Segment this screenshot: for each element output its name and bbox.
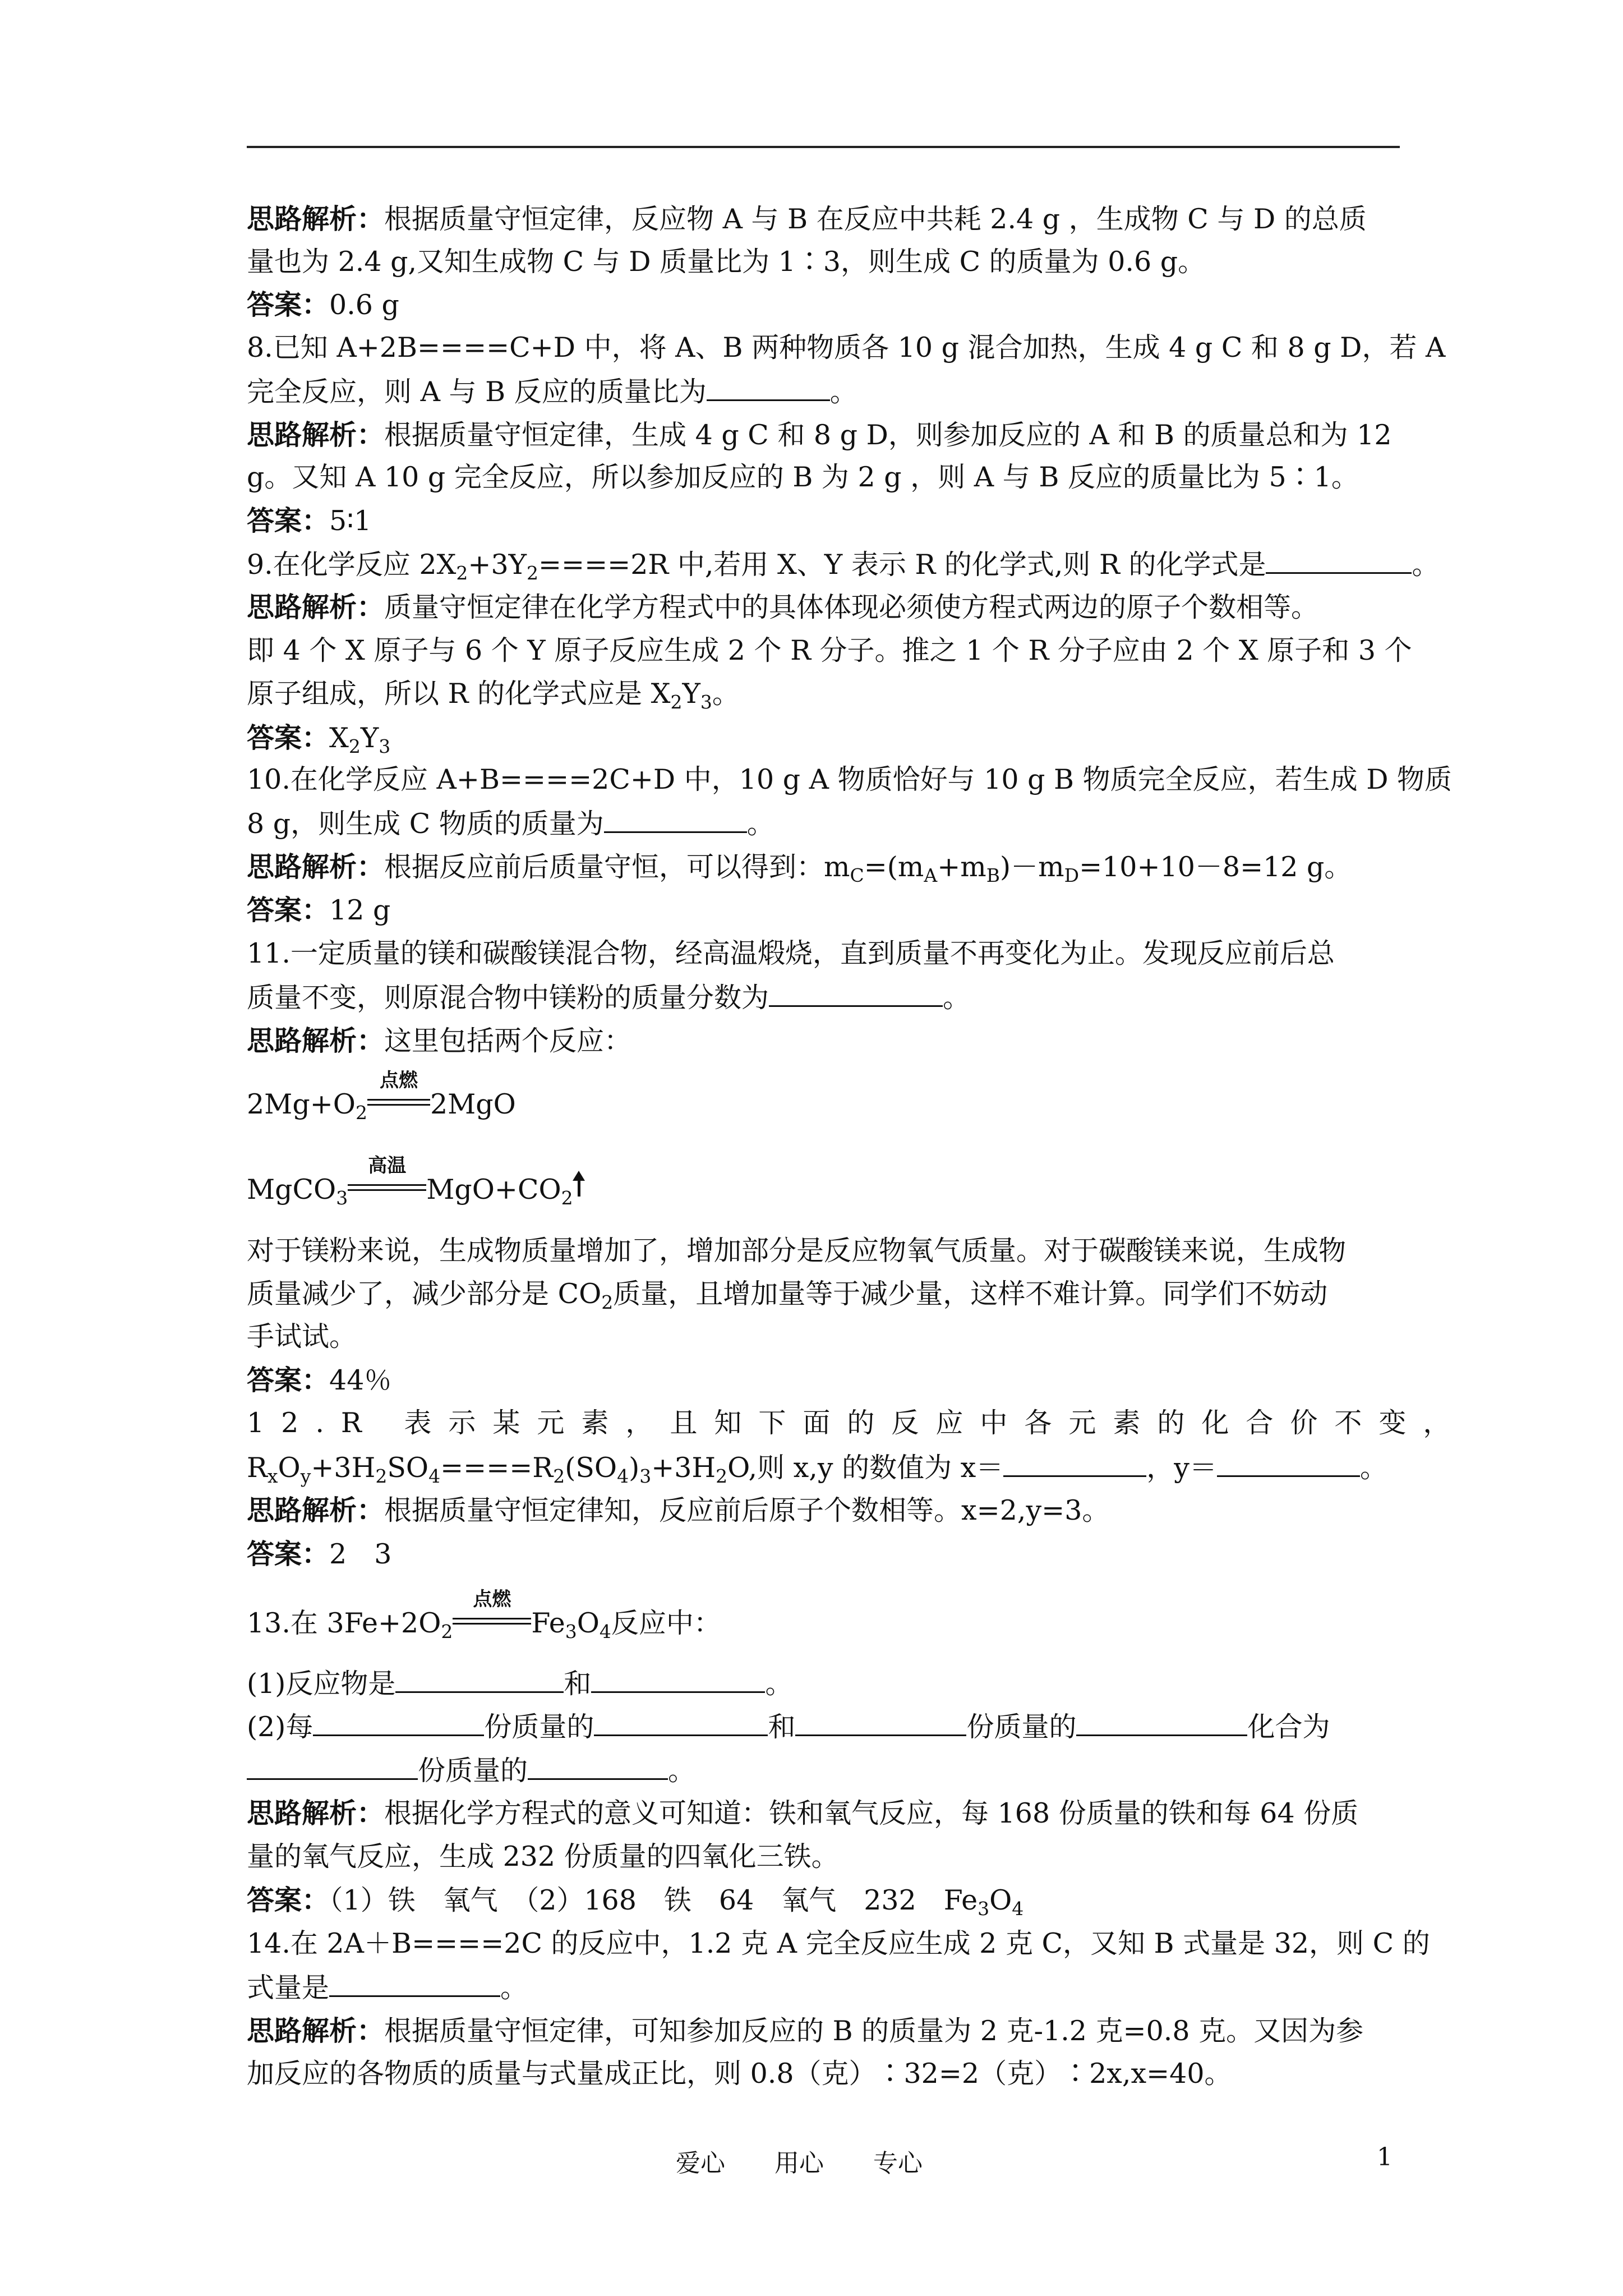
question-12-cont: $R_xO_y+3H_2SO_4====R_2(SO_4)_3+3H_2O$,则 x,y 的数值为 x＝ ，y＝ 。 [247,1447,1387,1488]
analysis-line: 思路解析：根据质量守恒定律，反应物 A 与 B 在反应中共耗 2.4 g ，生成物 C 与 D 的总质 [247,203,1367,235]
question-14-cont: 式量是 。 [247,1967,528,2008]
answer-line: 答案：2 3 [247,1538,392,1570]
answer-blank-x[interactable] [1003,1447,1146,1477]
question-8-cont: 完全反应，则 A 与 B 反应的质量比为 。 [247,371,857,412]
answer-blank[interactable] [769,977,943,1007]
answer-blank[interactable] [594,1706,768,1736]
answer-line: 答案：（1）铁 氧气 （2）168 铁 64 氧气 232 $Fe_3O_4$ [247,1884,1024,1920]
analysis-line: 质量减少了，减少部分是 $CO_2$质量，且增加量等于减少量，这样不难计算。同学们不妨动 [247,1278,1328,1313]
answer-blank[interactable] [329,1967,500,1997]
question-13-part2: (2)每 份质量的 和 份质量的 化合为 [247,1706,1330,1747]
footer-motto: 爱心 用心 专心 [676,2149,923,2178]
analysis-line: 思路解析：根据质量守恒定律知，反应前后原子个数相等。x=2,y=3。 [247,1494,1110,1526]
analysis-line: 思路解析：这里包括两个反应： [247,1024,632,1057]
answer-blank[interactable] [395,1663,564,1693]
answer-blank[interactable] [528,1750,668,1780]
page-number: 1 [1377,2143,1393,2171]
reaction-condition: 点燃 [367,1088,430,1120]
question-13-part3: 份质量的 。 [247,1750,695,1791]
analysis-line: 对于镁粉来说，生成物质量增加了，增加部分是反应物氧气质量。对于碳酸镁来说，生成物 [247,1235,1347,1267]
answer-blank[interactable] [1266,544,1412,574]
analysis-line: 量也为 2.4 g,又知生成物 C 与 D 质量比为 1∶3，则生成 C 的质量为 0.6 g。 [247,246,1206,278]
answer-blank[interactable] [795,1706,966,1736]
answer-line: 答案：0.6 g [247,288,399,321]
question-9: 9.在化学反应 $2X_2+3Y_2====2R$ 中,若用 X、Y 表示 R 的化学式,则 R 的化学式是 。 [247,544,1440,585]
analysis-line: 思路解析：根据质量守恒定律，生成 4 g C 和 8 g D，则参加反应的 A 和 B 的质量总和为 12 [247,418,1392,451]
analysis-line: 思路解析：质量守恒定律在化学方程式中的具体体现必须使方程式两边的原子个数相等。 [247,591,1319,623]
question-14: 14.在 2A＋B====2C 的反应中，1.2 克 A 完全反应生成 2 克 C，又知 B 式量是 32，则 C 的 [247,1927,1430,1959]
answer-line: 答案：$X_2Y_3$ [247,721,391,757]
analysis-line: 思路解析：根据反应前后质量守恒，可以得到：$m_C=(m_A+m_B)-m_D=10+10-8=12$ g。 [247,850,1352,886]
question-8: 8.已知 A+2B====C+D 中，将 A、B 两种物质各 10 g 混合加热，生成 4 g C 和 8 g D，若 A [247,332,1446,364]
answer-blank[interactable] [313,1706,484,1736]
header-rule [247,146,1400,148]
analysis-line: 手试试。 [247,1320,357,1352]
answer-blank[interactable] [707,371,830,401]
analysis-line: 量的氧气反应，生成 232 份质量的四氧化三铁。 [247,1841,839,1872]
analysis-line: 思路解析：根据化学方程式的意义可知道：铁和氧气反应，每 168 份质量的铁和每 64 份质 [247,1797,1359,1829]
answer-blank-y[interactable] [1217,1447,1360,1477]
question-11-cont: 质量不变，则原混合物中镁粉的质量分数为 。 [247,977,970,1018]
question-12: 12.R 表示某元素，且知下面的反应中各元素的化合价不变， [247,1407,1468,1439]
answer-blank[interactable] [1076,1706,1247,1736]
equation-mg-combustion: $2Mg+O_2$ 点燃 2MgO [247,1069,516,1124]
answer-line: 答案：5∶1 [247,504,372,537]
analysis-line: 原子组成，所以 R 的化学式应是 $X_2Y_3$。 [247,678,740,713]
analysis-line: 即 4 个 X 原子与 6 个 Y 原子反应生成 2 个 R 分子。推之 1 个 R 分子应由 2 个 X 原子和 3 个 [247,634,1412,666]
question-13-part1: (1)反应物是 和 。 [247,1663,792,1704]
answer-blank[interactable] [591,1663,765,1693]
answer-line: 答案：12 g [247,894,391,926]
analysis-line: 思路解析：根据质量守恒定律，可知参加反应的 B 的质量为 2 克-1.2 克=0.8 克。又因为参 [247,2014,1364,2047]
answer-line: 答案：44％ [247,1364,392,1396]
question-11: 11.一定质量的镁和碳酸镁混合物，经高温煅烧，直到质量不再变化为止。发现反应前后总 [247,937,1335,969]
answer-blank[interactable] [604,803,747,833]
analysis-line: 加反应的各物质的质量与式量成正比，则 0.8（克）∶32=2（克）∶2x,x=40。 [247,2058,1232,2090]
analysis-line: g。又知 A 10 g 完全反应，所以参加反应的 B 为 2 g ，则 A 与 B 反应的质量比为 5∶1。 [247,461,1359,493]
reaction-condition: 点燃 [453,1607,531,1639]
question-10: 10.在化学反应 A+B====2C+D 中，10 g A 物质恰好与 10 g B 物质完全反应，若生成 D 物质 [247,763,1453,795]
reaction-condition: 高温 [348,1174,426,1205]
answer-blank[interactable] [247,1750,418,1780]
question-10-cont: 8 g，则生成 C 物质的质量为 。 [247,803,774,844]
question-13: 13.在 $3Fe+2O_2$ 点燃 $Fe_3O_4$反应中： [247,1588,721,1642]
equation-mgco3-decomposition: MgCO$_3$ 高温 $MgO+CO_2$ [247,1154,573,1209]
